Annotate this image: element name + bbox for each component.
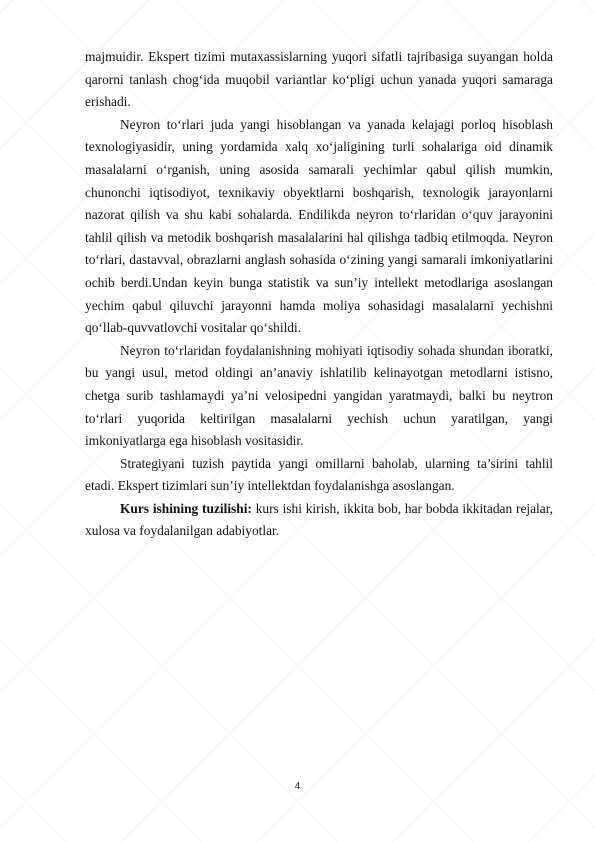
page-number: 4	[294, 781, 301, 792]
paragraph-economic-essence: Neyron to‘rlaridan foydalanishning mohiyati iqtisodiy sohada shundan iboratki, bu yangi usul, metod oldingi an’anaviy ishlatilib kelinayotgan metodlarni istisno, chetga surib tashlamaydi ya’ni velosipedni yangidan yaratmaydi, balki bu neytron to‘rlari yuqorida keltirilgan masalalarni yechish uchun yaratilgan, yangi imkoniyatlarga ega hisoblash vositasidir.	[85, 342, 553, 449]
paragraph-neural-networks: Neyron to‘rlari juda yangi hisoblangan va yanada kelajagi porloq hisoblash texnologiyasidir, uning yordamida xalq xo‘jaligining turli sohalariga oid dinamik masalalarni o‘rganish, uning asosida samarali yechimlar qabul qilish mumkin, chunonchi iqtisodiyot, texnikaviy obyektlarni boshqarish, texnologik jarayonlarni nazorat qilish va shu kabi sohalarda. Endilikda neyron to‘rlaridan o‘quv jarayonini tahlil qilish va metodik boshqarish masalalarini hal qilishga tadbiq etilmoqda. Neyron to‘rlari, dastavval, obrazlarni anglash sohasida o‘zining yangi samarali imkoniyatlarini ochib berdi.Undan keyin bunga statistik va sun’iy intellekt metodlariga asoslangan yechim qabul qiluvchi jarayonni hamda moliya sohasidagi masalalarni yechishni qo‘llab-quvvatlovchi vositalar qo‘shildi.	[85, 116, 553, 336]
paragraph-strategy: Strategiyani tuzish paytida yangi omillarni baholab, ularning ta’sirini tahlil etadi. Ekspert tizimlari sun’iy intellektdan foydalanishga asoslangan.	[85, 455, 553, 494]
page-body	[85, 46, 553, 543]
paragraph-course-structure	[85, 498, 553, 543]
course-structure-text: kurs ishi kirish, ikkita bob, har bobda ikkitadan rejalar, xulosa va foydalanilgan adabiyotlar.	[85, 500, 553, 539]
paragraph-continuation: majmuidir. Ekspert tizimi mutaxassislarning yuqori sifatli tajribasiga suyangan holda qarorni tanlash chog‘ida muqobil variantlar ko‘pligi uchun yanada yuqori samaraga erishadi.	[85, 49, 553, 110]
course-structure-lead: Kurs ishining tuzilishi:	[120, 500, 252, 516]
